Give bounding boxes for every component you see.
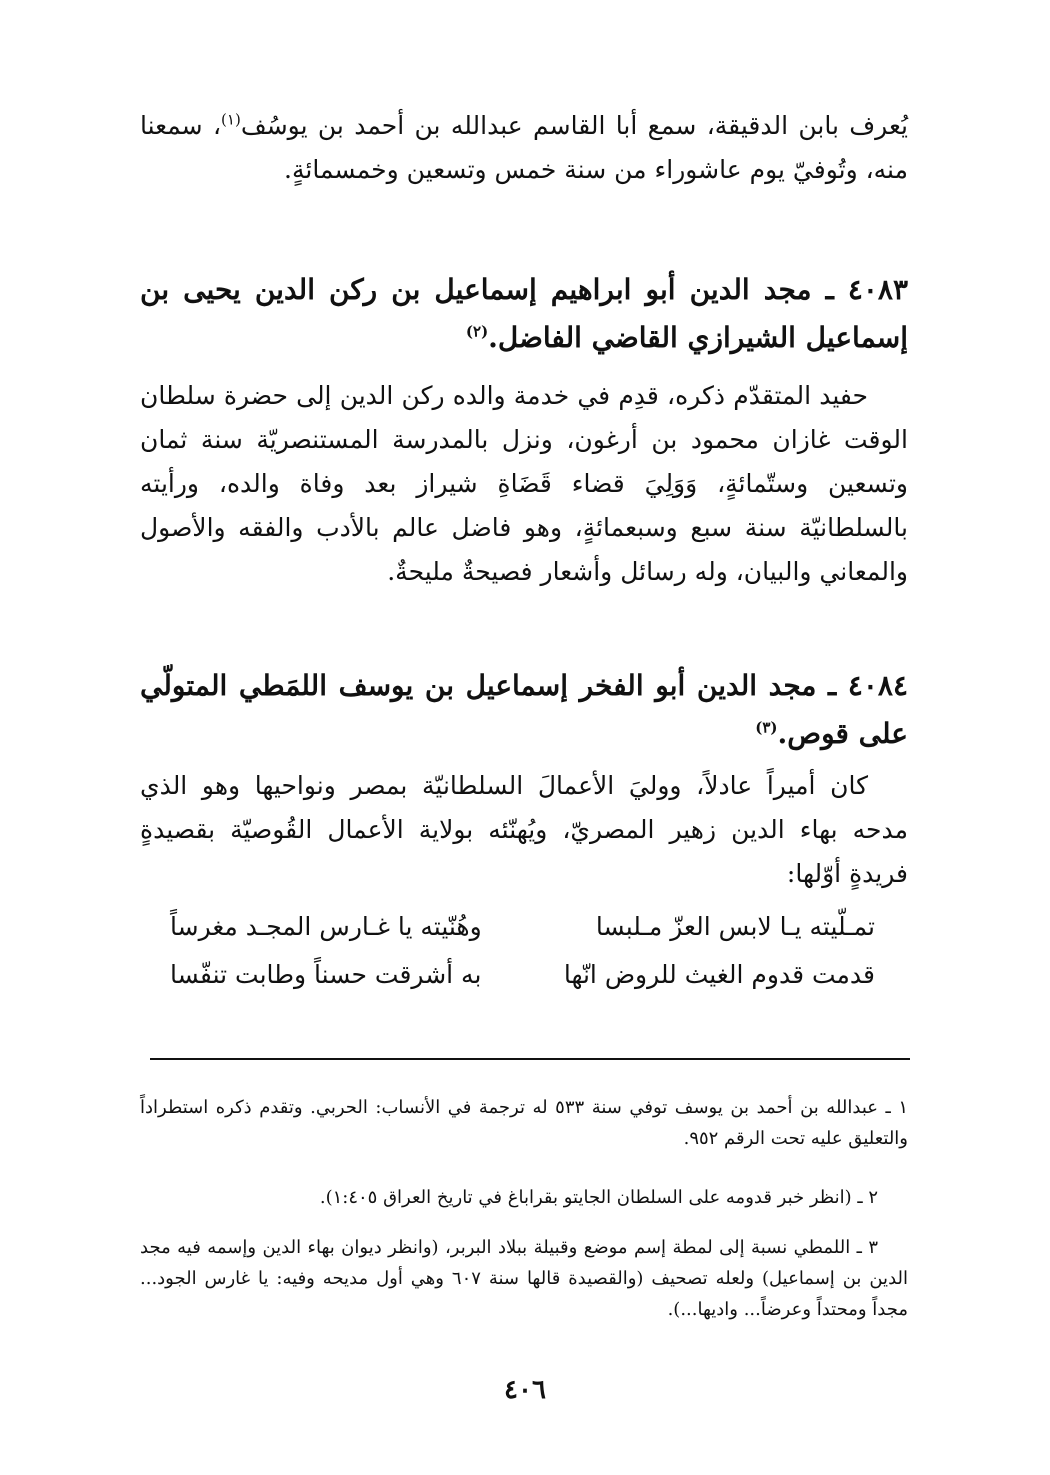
footnote-ref-1[interactable]: (١) [221,110,241,129]
verse-1-first-hemistich: تمـلّيته يـا لابس العزّ مـلبسا [595,912,875,941]
footnote-3: ٣ ـ اللمطي نسبة إلى لمطة إسم موضع وقبيلة ببلاد البربر، (وانظر ديوان بهاء الدين وإسمه فيه مجد الدين بن إسماعيل) ولعله تصحيف (والقصيدة قالها سنة ٦٠٧ وهي أول مديحه وفيه: يا غارس الجود... مجداً ومحتداً وعرضاً... واديها...). [140,1237,909,1320]
verse-2-first-hemistich: قدمت قدوم الغيث للروض انّها [563,960,875,989]
intro-text-b: ، سمعنا منه، وتُوفيّ يوم عاشوراء من سنة خمس وتسعين وخمسمائةٍ. [140,111,908,184]
intro-paragraph [140,104,908,192]
footnote-separator [150,1058,910,1060]
footnote-ref-2[interactable]: (٢) [465,322,489,341]
intro-text-a: يُعرف بابن الدقيقة، سمع أبا القاسم عبدالله بن أحمد بن يوسُف [240,111,908,140]
verse-2-second-hemistich: به أشرقت حسناً وطابت تنفّسا [170,960,482,989]
entry-4083-body: حفيد المتقدّم ذكره، قدِم في خدمة والده ركن الدين إلى حضرة سلطان الوقت غازان محمود بن أرغون، ونزل بالمدرسة المستنصريّة سنة ثمان وتسعين وستّمائةٍ، وَوَلِيَ قضاء قَضَاةِ شيراز بعد وفاة والده، ورأيته بالسلطانيّة سنة سبع وسبعمائةٍ، وهو فاضل عالم بالأدب والفقه والأصول والمعاني والبيان، وله رسائل وأشعار فصيحةٌ مليحةٌ. [140,381,908,586]
entry-4084-title: ٤٠٨٤ ـ مجد الدين أبو الفخر إسماعيل بن يوسف اللمَطي المتولّي على قوص. [140,669,908,750]
entry-4084-heading [140,662,908,758]
page-number: ٤٠٦ [504,1375,546,1405]
footnote-2: ٢ ـ (انظر خبر قدومه على السلطان الجايتو بقراباغ في تاريخ العراق ١:٤٠٥). [319,1187,878,1208]
entry-4083-heading [140,266,908,362]
entry-4083-title: ٤٠٨٣ ـ مجد الدين أبو ابراهيم إسماعيل بن ركن الدين يحيى بن إسماعيل الشيرازي القاضي الفاضل. [140,273,908,354]
footnote-ref-3[interactable]: (٣) [755,718,778,737]
verse-1-second-hemistich: وهُنّيته يا غـارس المجـد مغرساً [170,912,482,941]
footnote-1: ١ ـ عبدالله بن أحمد بن يوسف توفي سنة ٥٣٣ له ترجمة في الأنساب: الحربي. وتقدم ذكره استطراداً والتعليق عليه تحت الرقم ٩٥٢. [140,1097,908,1149]
entry-4084-body: كان أميراً عادلاً، ووليَ الأعمالَ السلطانيّة بمصر ونواحيها وهو الذي مدحه بهاء الدين زهير المصريّ، ويُهنّئه بولاية الأعمال القُوصيّة بقصيدةٍ فريدةٍ أوّلها: [140,771,908,888]
